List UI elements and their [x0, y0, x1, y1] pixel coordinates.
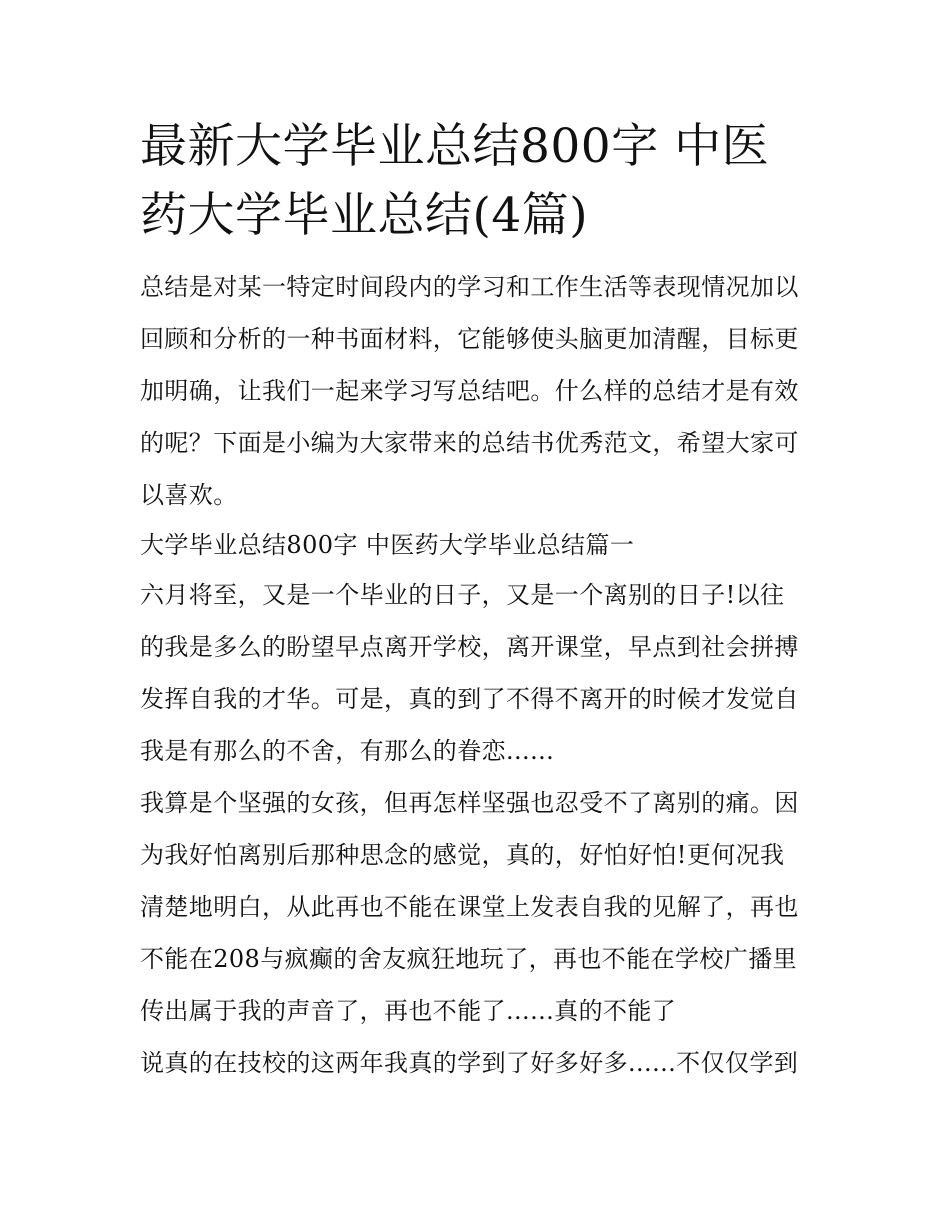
intro-line: 总结是对某一特定时间段内的学习和工作生活等表现情况加以 — [140, 273, 799, 301]
intro-line: 以喜欢。 — [140, 481, 238, 509]
section-heading: 大学毕业总结800字 中医药大学毕业总结篇一 — [140, 531, 635, 559]
paragraph-line: 不能在208与疯癫的舍友疯狂地玩了，再也不能在学校广播里 — [140, 945, 798, 973]
title-line-2: 药大学毕业总结(4篇) — [140, 188, 589, 243]
paragraph-3 — [140, 1037, 820, 1089]
intro-line: 回顾和分析的一种书面材料，它能够使头脑更加清醒，目标更 — [140, 325, 799, 353]
intro-line: 的呢？下面是小编为大家带来的总结书优秀范文，希望大家可 — [140, 429, 799, 457]
paragraph-line: 说真的在技校的这两年我真的学到了好多好多......不仅仅学到 — [140, 1049, 799, 1077]
paragraph-2 — [140, 777, 820, 1037]
paragraph-line: 传出属于我的声音了，再也不能了......真的不能了 — [140, 997, 677, 1025]
document-title — [140, 112, 820, 250]
title-line-1: 最新大学毕业总结800字 中医 — [140, 119, 770, 174]
paragraph-line: 的我是多么的盼望早点离开学校，离开课堂，早点到社会拼搏 — [140, 633, 799, 661]
paragraph-line: 发挥自我的才华。可是，真的到了不得不离开的时候才发觉自 — [140, 685, 799, 713]
intro-line: 加明确，让我们一起来学习写总结吧。什么样的总结才是有效 — [140, 377, 799, 405]
body-text — [140, 261, 820, 1089]
paragraph-1 — [140, 569, 820, 777]
paragraph-line: 为我好怕离别后那种思念的感觉，真的，好怕好怕!更何况我 — [140, 841, 785, 869]
document-content — [140, 112, 820, 1089]
paragraph-line: 清楚地明白，从此再也不能在课堂上发表自我的见解了，再也 — [140, 893, 799, 921]
paragraph-line: 六月将至，又是一个毕业的日子，又是一个离别的日子!以往 — [140, 581, 785, 609]
paragraph-line: 我算是个坚强的女孩，但再怎样坚强也忍受不了离别的痛。因 — [140, 789, 799, 817]
intro-paragraph — [140, 261, 820, 521]
paragraph-line: 我是有那么的不舍，有那么的眷恋...... — [140, 737, 555, 765]
